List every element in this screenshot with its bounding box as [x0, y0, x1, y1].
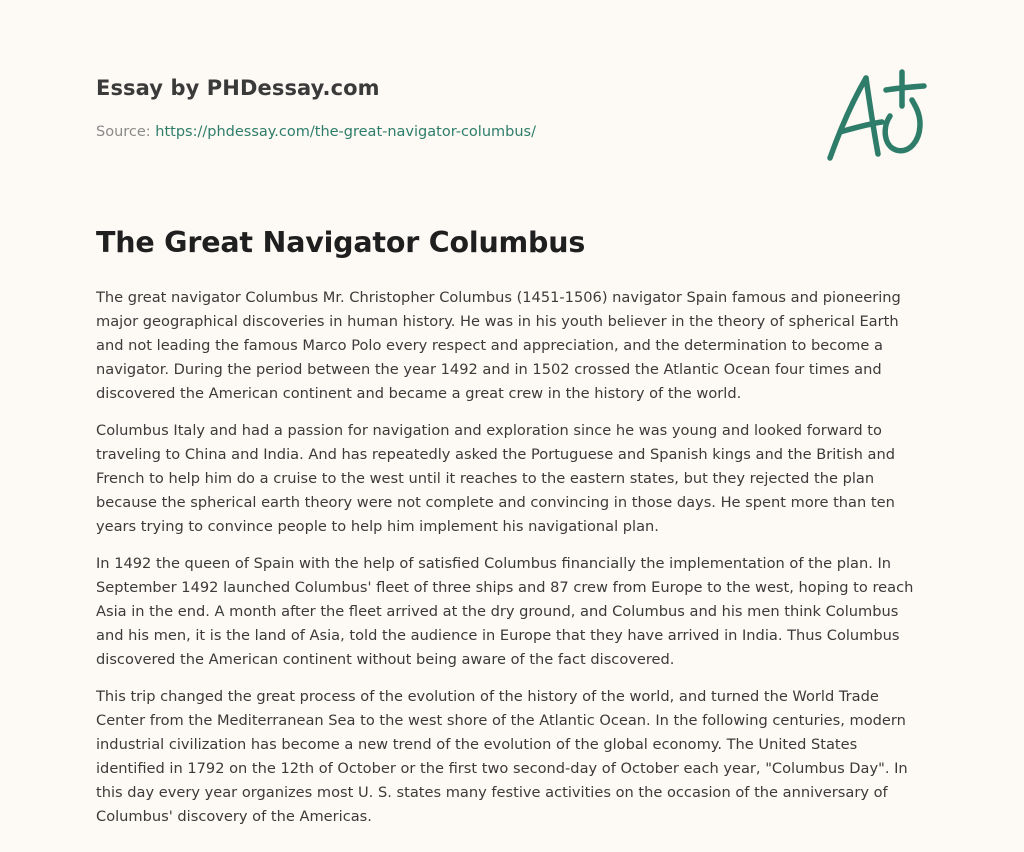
essay-title: The Great Navigator Columbus — [96, 226, 586, 259]
site-title: Essay by PHDessay.com — [96, 76, 380, 100]
a-plus-grade-icon — [820, 66, 930, 166]
essay-paragraph: This trip changed the great process of the evolution of the history of the world, and turned the World Trade Center from the Mediterranean Sea to the west shore of the Atlantic Ocean. In the following centuries, modern industrial civilization has become a new trend of the evolution of the global economy. The United States identified in 1792 on the 12th of October or the first two second-day of October each year, "Columbus Day". In this day every year organizes most U. S. states many festive activities on the occasion of the anniversary of Columbus' discovery of the Americas. — [96, 688, 908, 825]
source-link[interactable]: https://phdessay.com/the-great-navigator-columbus/ — [155, 124, 536, 140]
essay-paragraph: Columbus Italy and had a passion for navigation and exploration since he was young and looked forward to traveling to China and India. And has repeatedly asked the Portuguese and Spanish kings and the British and French to help him do a cruise to the west until it reaches to the eastern states, but they rejected the plan because the spherical earth theory were not complete and convincing in those days. He spent more than ten years trying to convince people to help him implement his navigational plan. — [96, 422, 895, 535]
source-line — [96, 124, 536, 140]
essay-paragraph: The great navigator Columbus Mr. Christopher Columbus (1451-1506) navigator Spain famous and pioneering major geographical discoveries in human history. He was in his youth believer in the theory of spherical Earth and not leading the famous Marco Polo every respect and appreciation, and the determination to become a navigator. During the period between the year 1492 and in 1502 crossed the Atlantic Ocean four times and discovered the American continent and became a great crew in the history of the world. — [96, 289, 901, 402]
essay-paragraph: In 1492 the queen of Spain with the help of satisfied Columbus financially the implementation of the plan. In September 1492 launched Columbus' fleet of three ships and 87 crew from Europe to the west, hoping to reach Asia in the end. A month after the fleet arrived at the dry ground, and Columbus and his men think Columbus and his men, it is the land of Asia, told the audience in Europe that they have arrived in India. Thus Columbus discovered the American continent without being aware of the fact discovered. — [96, 555, 914, 668]
source-label: Source: — [96, 124, 156, 140]
essay-body — [96, 286, 922, 842]
